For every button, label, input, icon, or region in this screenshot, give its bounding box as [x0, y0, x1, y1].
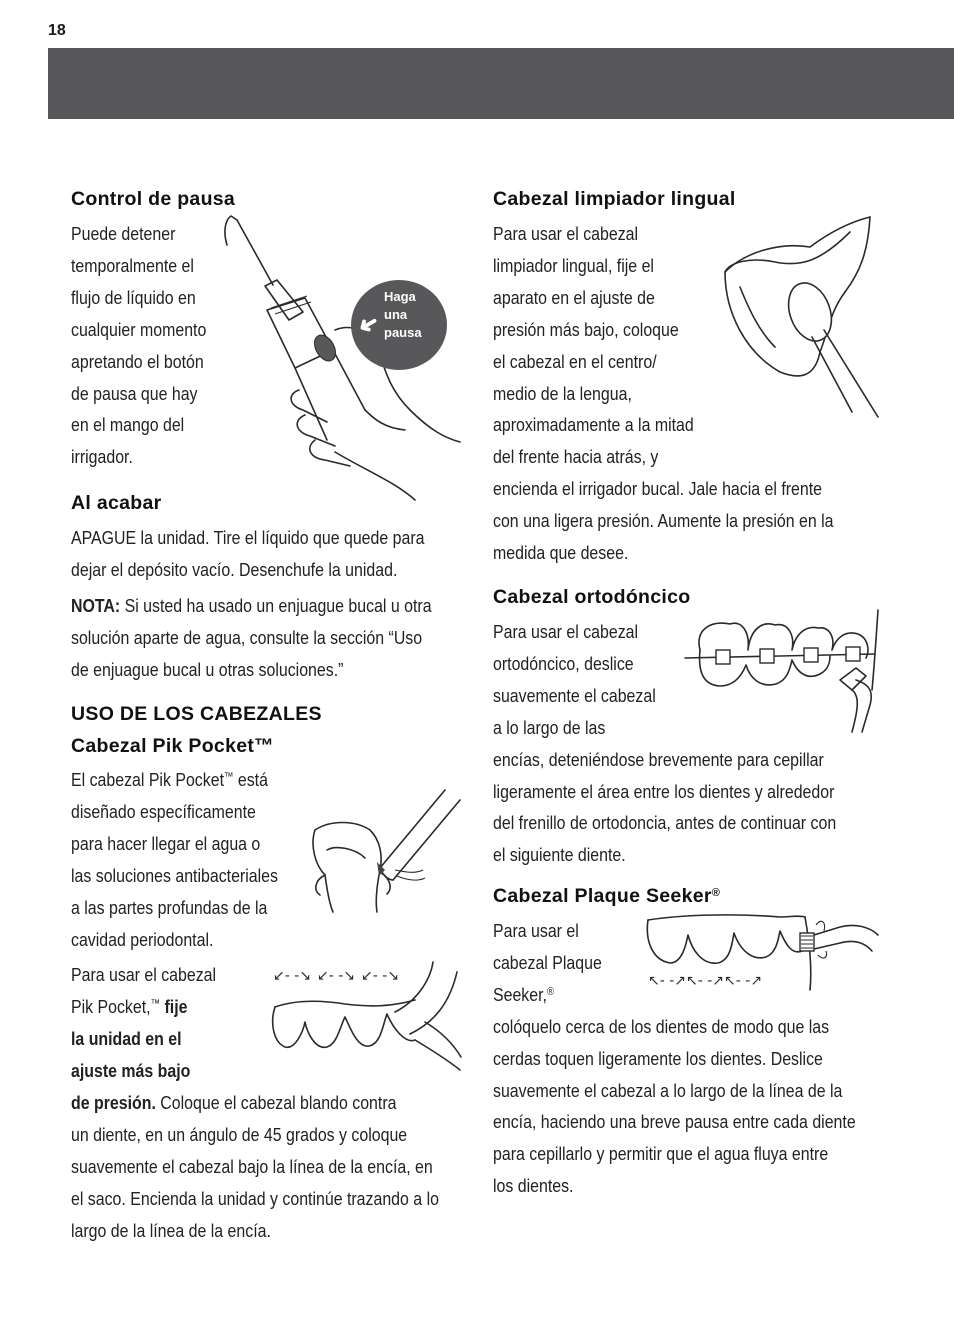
bold-span: de presión. [71, 1092, 156, 1114]
text-line: encías, deteniéndose brevemente para cepillar [493, 748, 824, 770]
text-line: Para usar el cabezal [493, 223, 639, 244]
badge-text: pausa [384, 325, 422, 340]
text-line: diseñado específicamente [71, 800, 256, 822]
trademark: ™ [223, 771, 234, 783]
arrow-icon: ➜ [352, 307, 384, 342]
text-line: encienda el irrigador bucal. Jale hacia el frente [493, 478, 823, 500]
heading-pik-pocket: Cabezal Pik Pocket™ [71, 735, 274, 757]
text-line: aparato en el ajuste de [493, 286, 655, 308]
text-span: Si usted ha usado un enjuague bucal u otra [120, 594, 432, 616]
svg-text:↖- -↗↖- -↗↖- -↗: ↖- -↗↖- -↗↖- -↗ [648, 973, 763, 989]
text-line: suavemente el cabezal bajo la línea de la encía, en [71, 1155, 433, 1177]
text-line: cualquier momento [71, 318, 207, 340]
text-line: del frente hacia atrás, y [493, 446, 659, 468]
text-line: suavemente el cabezal [493, 684, 656, 706]
text-span: Pik Pocket, [71, 996, 151, 1018]
text-line: con una ligera presión. Aumente la presión en la [493, 510, 834, 532]
header-bar [48, 48, 954, 119]
heading-lingual: Cabezal limpiador lingual [493, 188, 736, 210]
text-line: colóquelo cerca de los dientes de modo que las [493, 1015, 830, 1037]
svg-text:↙- -↘: ↙- -↘ [273, 968, 312, 984]
text-span: Seeker, [493, 983, 547, 1005]
text-line: de pausa que hay [71, 382, 198, 404]
plaque-seeker-illustration [640, 905, 885, 995]
text-line: temporalmente el [71, 254, 194, 276]
trademark: ™ [150, 998, 161, 1011]
text-line: para cepillarlo y permitir que el agua fluya entre [493, 1143, 829, 1165]
text-span: Cabezal Plaque Seeker [493, 885, 712, 907]
text-line: para hacer llegar el agua o [71, 832, 261, 854]
registered-mark: ® [546, 985, 554, 998]
text-line: Para usar el [493, 920, 579, 941]
text-line: limpiador lingual, fije el [493, 254, 654, 276]
nota-line [71, 590, 432, 622]
text-line: medio de la lengua, [493, 382, 632, 404]
section-heading-uso: USO DE LOS CABEZALES [71, 703, 322, 725]
bold-span: ajuste más bajo [71, 1060, 191, 1082]
text-line: el saco. Encienda la unidad y continúe trazando a lo [71, 1187, 439, 1209]
text-line: los dientes. [493, 1175, 574, 1197]
text-line: irrigador. [71, 446, 133, 468]
svg-text:↙- -↘: ↙- -↘ [361, 968, 400, 984]
text-line: cabezal Plaque [493, 951, 602, 973]
page-number: 18 [48, 22, 66, 39]
svg-text:↙- -↘: ↙- -↘ [317, 968, 356, 984]
tongue-cleaner-illustration [720, 212, 885, 422]
text-line: cerdas toquen ligeramente los dientes. Deslice [493, 1047, 823, 1069]
section-pausa [71, 187, 235, 473]
text-line: flujo de líquido en [71, 286, 196, 308]
registered-mark: ® [711, 887, 721, 899]
gumline-teeth-illustration [265, 962, 463, 1072]
text-line: largo de la línea de la encía. [71, 1219, 271, 1241]
text-line: APAGUE la unidad. Tire el líquido que quede para [71, 527, 425, 548]
bold-span: la unidad en el [71, 1028, 182, 1050]
text-span: El cabezal Pik Pocket [71, 769, 224, 790]
heading-orto: Cabezal ortodóncico [493, 586, 691, 608]
text-span: Coloque el cabezal blando contra [155, 1092, 397, 1114]
bold-span: fije [160, 996, 188, 1018]
text-line: en el mango del [71, 414, 185, 436]
text-line: apretando el botón [71, 350, 204, 372]
nota-label: NOTA: [71, 594, 121, 616]
text-line: presión más bajo, coloque [493, 318, 679, 340]
pik-pocket-tooth-illustration [305, 790, 463, 920]
text-line: medida que desee. [493, 542, 629, 564]
text-line: encía, haciendo una breve pausa entre cada diente [493, 1111, 856, 1133]
text-line: cavidad periodontal. [71, 928, 214, 950]
braces-illustration [680, 610, 885, 735]
text-line: ortodóncico, deslice [493, 652, 634, 674]
text-line: las soluciones antibacteriales [71, 864, 278, 886]
text-line: ligeramente el área entre los dientes y alrededor [493, 780, 835, 802]
text-line: Para usar el cabezal [71, 964, 217, 986]
pause-badge [351, 280, 447, 370]
text-line: aproximadamente a la mitad [493, 414, 694, 436]
badge-text: una [384, 307, 408, 322]
text-line: suavemente el cabezal a lo largo de la línea de la [493, 1079, 843, 1101]
text-line: Puede detener [71, 223, 176, 244]
text-line [71, 1087, 439, 1119]
text-line: un diente, en un ángulo de 45 grados y coloque [71, 1123, 408, 1145]
text-line: a lo largo de las [493, 716, 606, 738]
text-line: Para usar el cabezal [493, 621, 639, 642]
text-line: a las partes profundas de la [71, 896, 268, 918]
heading-pausa: Control de pausa [71, 188, 236, 210]
text-line: solución aparte de agua, consulte la sección “Uso [71, 626, 423, 648]
text-line: dejar el depósito vacío. Desenchufe la unidad. [71, 558, 398, 580]
text-line: el cabezal en el centro/ [493, 350, 657, 372]
badge-text: Haga [384, 289, 416, 304]
heading-acabar: Al acabar [71, 492, 162, 514]
text-span: está [233, 769, 268, 790]
text-line: del frenillo de ortodoncia, antes de continuar con [493, 812, 837, 834]
section-acabar [71, 491, 490, 686]
text-line: de enjuague bucal u otras soluciones.” [71, 658, 344, 680]
text-line: el siguiente diente. [493, 844, 626, 866]
